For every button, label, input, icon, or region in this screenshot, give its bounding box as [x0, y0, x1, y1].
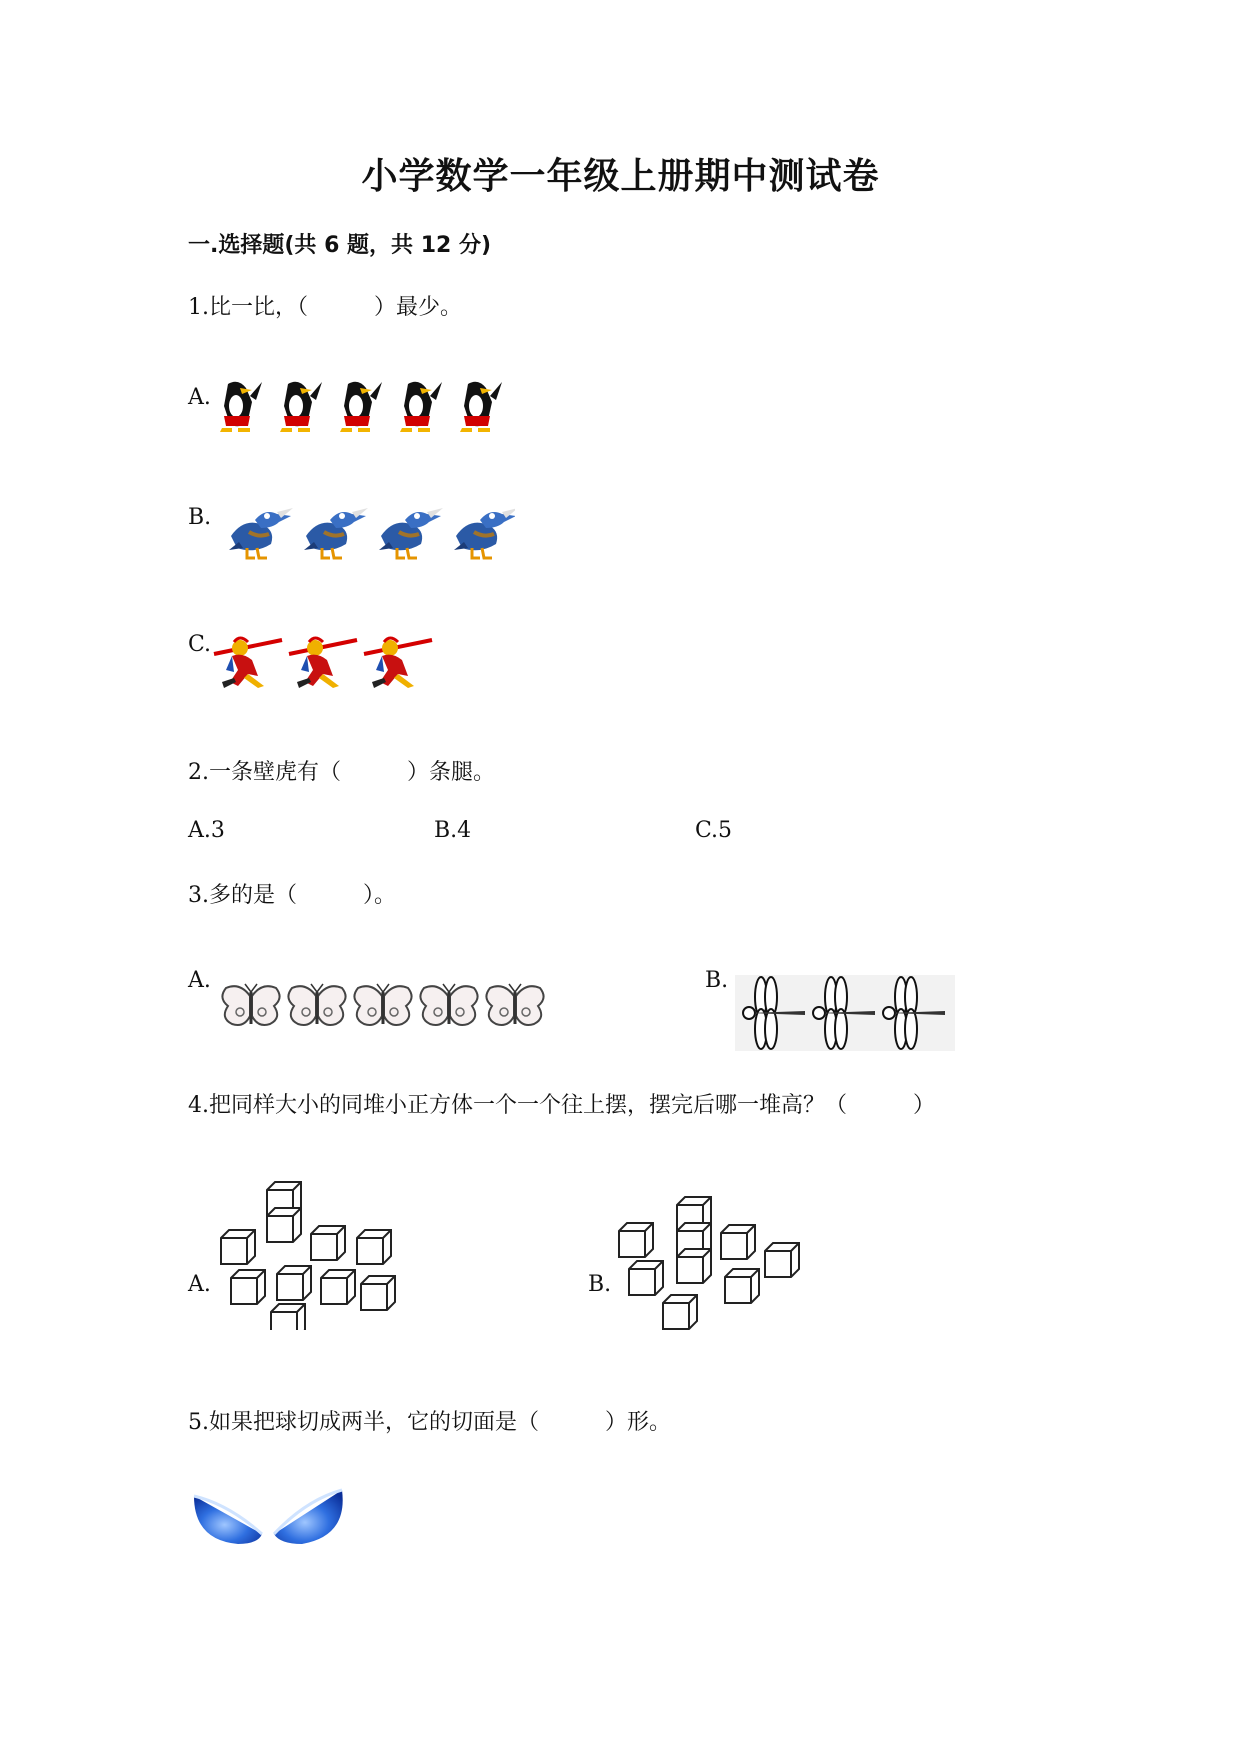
question-4-stem: 4.把同样大小的同堆小正方体一个一个往上摆，摆完后哪一堆高？（ ）	[188, 1093, 935, 1118]
bird-icon	[229, 508, 293, 558]
bird-icon	[379, 508, 443, 558]
q3-option-a-label: A.	[188, 968, 211, 993]
q5-halved-ball-image	[190, 1478, 350, 1548]
bird-icon	[454, 508, 515, 558]
q2-option-a: A.3	[188, 818, 225, 843]
q4-option-b-label: B.	[588, 1272, 612, 1297]
question-5-stem: 5.如果把球切成两半，它的切面是（ ）形。	[188, 1410, 671, 1435]
penguin-icon	[280, 382, 322, 432]
penguin-icon	[220, 382, 262, 432]
monkey-king-icon	[214, 638, 282, 688]
penguin-icon	[340, 382, 382, 432]
ball-half-right	[274, 1490, 343, 1544]
q3-option-b-dragonflies	[735, 975, 955, 1051]
q1-option-a-label: A.	[188, 385, 211, 410]
penguin-icon	[460, 382, 502, 432]
q1-option-b-label: B.	[188, 505, 212, 530]
q3-option-b-label: B.	[705, 968, 729, 993]
question-1-stem: 1.比一比，（ ）最少。	[188, 295, 462, 320]
bird-icon	[304, 508, 368, 558]
section-heading: 一.选择题(共 6 题，共 12 分)	[188, 233, 492, 258]
monkey-king-icon	[289, 638, 357, 688]
ball-half-left	[194, 1496, 262, 1544]
monkey-king-icon	[364, 638, 432, 688]
q1-option-c-label: C.	[188, 632, 212, 657]
butterfly-icon	[222, 984, 279, 1025]
page-title: 小学数学一年级上册期中测试卷	[361, 156, 880, 197]
penguin-icon	[400, 382, 442, 432]
question-3-stem: 3.多的是（ ）。	[188, 883, 396, 908]
q2-option-b: B.4	[434, 818, 472, 843]
q3-option-a-butterflies	[220, 978, 560, 1050]
butterfly-icon	[354, 984, 411, 1025]
q4-option-a-cubes	[215, 1180, 405, 1330]
butterfly-icon	[288, 984, 345, 1025]
butterfly-icon	[420, 984, 477, 1025]
q4-option-b-cubes	[615, 1195, 805, 1335]
q1-option-b-birds	[225, 502, 515, 562]
q4-option-a-label: A.	[188, 1272, 211, 1297]
q2-option-c: C.5	[695, 818, 733, 843]
butterfly-icon	[486, 984, 543, 1025]
q1-option-a-penguins	[210, 376, 510, 442]
question-2-stem: 2.一条壁虎有（ ）条腿。	[188, 760, 495, 785]
q1-option-c-monkeys	[212, 634, 452, 694]
